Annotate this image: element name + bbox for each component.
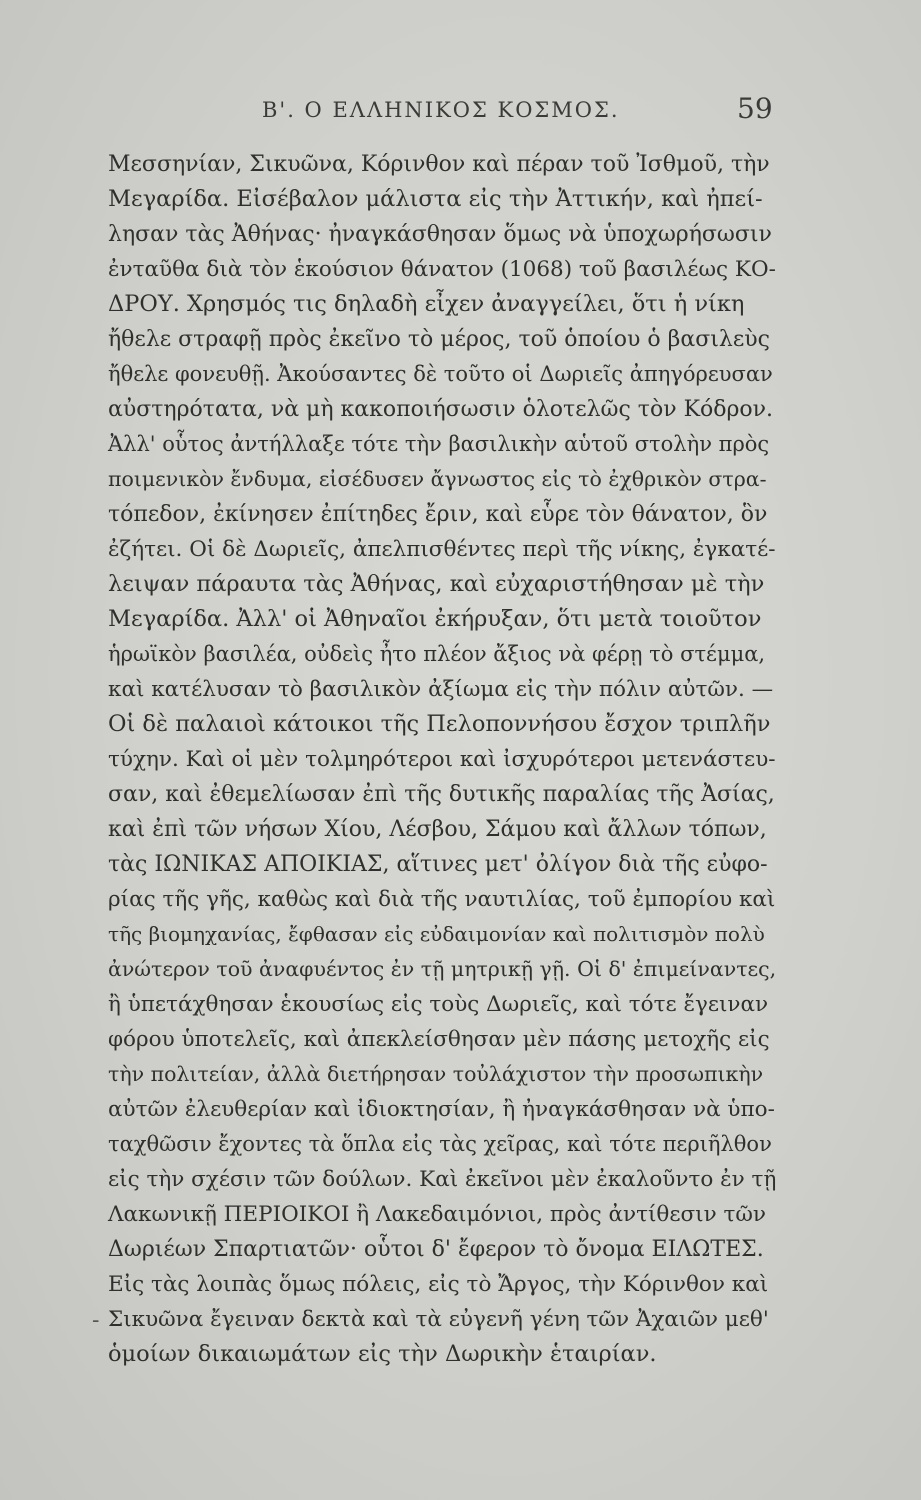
text-line: ἤθελε στραφῇ πρὸς ἐκεῖνο τὸ μέρος, τοῦ ὁποίου ὁ βασιλεὺς <box>108 327 770 352</box>
text-line: Ἀλλ' οὗτος ἀντήλλαξε τότε τὴν βασιλικὴν αὑτοῦ στολὴν πρὸς <box>108 432 770 456</box>
text-line: ἐζήτει. Οἱ δὲ Δωριεῖς, ἀπελπισθέντες περὶ τῆς νίκης, ἐγκατέ- <box>108 537 776 562</box>
text-line: καὶ κατέλυσαν τὸ βασιλικὸν ἀξίωμα εἰς τὴν πόλιν αὐτῶν. — <box>108 677 774 702</box>
text-line: Οἱ δὲ παλαιοὶ κάτοικοι τῆς Πελοποννήσου ἔσχον τριπλῆν <box>108 711 771 737</box>
text-line: φόρου ὑποτελεῖς, καὶ ἀπεκλείσθησαν μὲν πάσης μετοχῆς εἰς <box>108 1027 770 1052</box>
text-line: λησαν τὰς Ἀθήνας· ἠναγκάσθησαν ὅμως νὰ ὑποχωρήσωσιν <box>108 222 772 247</box>
text-line: ἡρωϊκὸν βασιλέα, οὐδεὶς ἦτο πλέον ἄξιος νὰ φέρῃ τὸ στέμμα, <box>108 642 766 666</box>
text-line: τύχην. Καὶ οἱ μὲν τολμηρότεροι καὶ ἰσχυρότεροι μετενάστευ- <box>108 747 776 772</box>
text-line: αὐτῶν ἐλευθερίαν καὶ ἰδιοκτησίαν, ἢ ἠναγκάσθησαν νὰ ὑπο- <box>108 1097 775 1122</box>
text-line: ΔΡΟΥ. Χρησμός τις δηλαδὴ εἶχεν ἀναγγείλει, ὅτι ἡ νίκη <box>108 291 745 317</box>
text-line: Εἰς τὰς λοιπὰς ὅμως πόλεις, εἰς τὸ Ἄργος, τὴν Κόρινθον καὶ <box>108 1272 769 1297</box>
text-line: τῆς βιομηχανίας, ἔφθασαν εἰς εὐδαιμονίαν καὶ πολιτισμὸν πολὺ <box>108 922 765 946</box>
text-line: τὴν πολιτείαν, ἀλλὰ διετήρησαν τοὐλάχιστον τὴν προσωπικὴν <box>108 1062 764 1086</box>
page-number: 59 <box>737 92 773 125</box>
text-line: Λακωνικῇ ΠΕΡΙΟΙΚΟΙ ἢ Λακεδαιμόνιοι, πρὸς ἀντίθεσιν τῶν <box>108 1202 766 1227</box>
text-line: Μεγαρίδα. Ἀλλ' οἱ Ἀθηναῖοι ἐκήρυξαν, ὅτι μετὰ τοιοῦτον <box>108 606 762 632</box>
text-line: ἐνταῦθα διὰ τὸν ἑκούσιον θάνατον (1068) τοῦ βασιλέως ΚΟ- <box>108 257 776 282</box>
text-line: ὁμοίων δικαιωμάτων εἰς τὴν Δωρικὴν ἑταιρίαν. <box>108 1341 657 1367</box>
page-header <box>0 90 921 130</box>
text-line: Μεσσηνίαν, Σικυῶνα, Κόρινθον καὶ πέραν τοῦ Ἰσθμοῦ, τὴν <box>108 152 770 177</box>
text-line: ἢ ὑπετάχθησαν ἑκουσίως εἰς τοὺς Δωριεῖς, καὶ τότε ἔγειναν <box>108 992 769 1017</box>
margin-mark: - <box>92 1308 100 1333</box>
text-line: λειψαν πάραυτα τὰς Ἀθήνας, καὶ εὐχαριστήθησαν μὲ τὴν <box>108 571 765 597</box>
text-line: τὰς ΙΩΝΙΚΑΣ ΑΠΟΙΚΙΑΣ, αἵτινες μετ' ὀλίγον διὰ τῆς εὐφο- <box>108 852 768 877</box>
text-line: ταχθῶσιν ἔχοντες τὰ ὅπλα εἰς τὰς χεῖρας, καὶ τότε περιῆλθον <box>108 1132 772 1156</box>
running-title: Β'. Ο ΕΛΛΗΝΙΚΟΣ ΚΟΣΜΟΣ. <box>262 98 620 122</box>
text-line: ἀνώτερον τοῦ ἀναφυέντος ἐν τῇ μητρικῇ γῇ. Οἱ δ' ἐπιμείναντες, <box>108 957 777 981</box>
text-line: τόπεδον, ἐκίνησεν ἐπίτηδες ἔριν, καὶ εὗρε τὸν θάνατον, ὃν <box>108 502 768 527</box>
text-line: εἰς τὴν σχέσιν τῶν δούλων. Καὶ ἐκεῖνοι μὲν ἐκαλοῦντο ἐν τῇ <box>108 1167 777 1192</box>
text-line: αὐστηρότατα, νὰ μὴ κακοποιήσωσιν ὁλοτελῶς τὸν Κόδρον. <box>108 397 774 422</box>
body-text <box>108 147 776 1372</box>
text-line: ἤθελε φονευθῇ. Ἀκούσαντες δὲ τοῦτο οἱ Δωριεῖς ἀπηγόρευσαν <box>108 362 773 386</box>
text-line: ποιμενικὸν ἔνδυμα, εἰσέδυσεν ἄγνωστος εἰς τὸ ἐχθρικὸν στρα- <box>108 467 767 491</box>
text-line: ρίας τῆς γῆς, καθὼς καὶ διὰ τῆς ναυτιλίας, τοῦ ἐμπορίου καὶ <box>108 887 776 912</box>
text-line: Δωριέων Σπαρτιατῶν· οὗτοι δ' ἔφερον τὸ ὄνομα ΕΙΛΩΤΕΣ. <box>108 1237 764 1262</box>
text-line: σαν, καὶ ἐθεμελίωσαν ἐπὶ τῆς δυτικῆς παραλίας τῆς Ἀσίας, <box>108 782 775 807</box>
text-line: Σικυῶνα ἔγειναν δεκτὰ καὶ τὰ εὐγενῆ γένη τῶν Ἀχαιῶν μεθ' <box>108 1307 769 1332</box>
text-line: καὶ ἐπὶ τῶν νήσων Χίου, Λέσβου, Σάμου καὶ ἄλλων τόπων, <box>108 817 767 842</box>
text-line: Μεγαρίδα. Εἰσέβαλον μάλιστα εἰς τὴν Ἀττικήν, καὶ ἠπεί- <box>108 186 763 212</box>
